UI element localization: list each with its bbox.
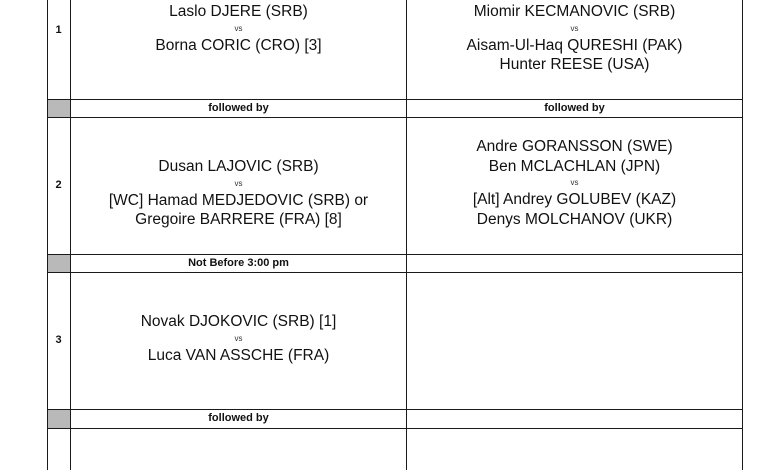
player-name: [WC] Hamad MEDJEDOVIC (SRB) or	[108, 191, 369, 209]
match-cell	[71, 157, 406, 230]
grid-line	[47, 99, 743, 100]
match-cell	[407, 137, 742, 229]
player-name: Denys MOLCHANOV (UKR)	[476, 210, 673, 228]
grid-line	[47, 0, 48, 470]
vs-label: vs	[570, 23, 579, 33]
grid-line	[70, 0, 71, 470]
player-name: [Alt] Andrey GOLUBEV (KAZ)	[472, 191, 677, 208]
vs-label: vs	[234, 23, 243, 33]
separator-label: followed by	[208, 412, 269, 424]
player-name: Laslo DJERE (SRB)	[169, 3, 308, 20]
grid-line	[47, 254, 743, 255]
separator-marker	[48, 100, 71, 117]
grid-line	[47, 117, 743, 118]
separator-label: followed by	[208, 102, 269, 114]
match-cell	[407, 2, 742, 75]
match-number: 2	[55, 179, 62, 191]
player-name: Miomir KECMANOVIC (SRB)	[473, 3, 676, 20]
separator-marker	[48, 410, 71, 428]
player-name: Andre GORANSSON (SWE)	[476, 138, 673, 155]
player-name: Aisam-Ul-Haq QURESHI (PAK)	[466, 36, 683, 54]
match-cell	[71, 312, 406, 365]
grid-line	[742, 0, 743, 470]
match-cell	[71, 2, 406, 55]
separator-label: followed by	[544, 102, 605, 114]
vs-label: vs	[234, 178, 243, 188]
player-name: Borna CORIC (CRO) [3]	[155, 36, 322, 54]
player-name: Novak DJOKOVIC (SRB) [1]	[140, 313, 337, 330]
grid-line	[47, 272, 743, 273]
player-name: Hunter REESE (USA)	[499, 56, 650, 73]
player-name: Ben MCLACHLAN (JPN)	[488, 157, 661, 175]
separator-label: Not Before 3:00 pm	[188, 257, 289, 269]
match-number: 1	[55, 24, 62, 36]
separator-marker	[48, 255, 71, 272]
vs-label: vs	[570, 178, 579, 187]
player-name: Luca VAN ASSCHE (FRA)	[147, 346, 330, 364]
grid-line	[47, 409, 743, 410]
grid-line	[47, 428, 743, 429]
vs-label: vs	[234, 333, 243, 343]
player-name: Gregoire BARRERE (FRA) [8]	[135, 211, 342, 228]
match-number: 3	[55, 334, 62, 346]
player-name: Dusan LAJOVIC (SRB)	[158, 158, 319, 175]
